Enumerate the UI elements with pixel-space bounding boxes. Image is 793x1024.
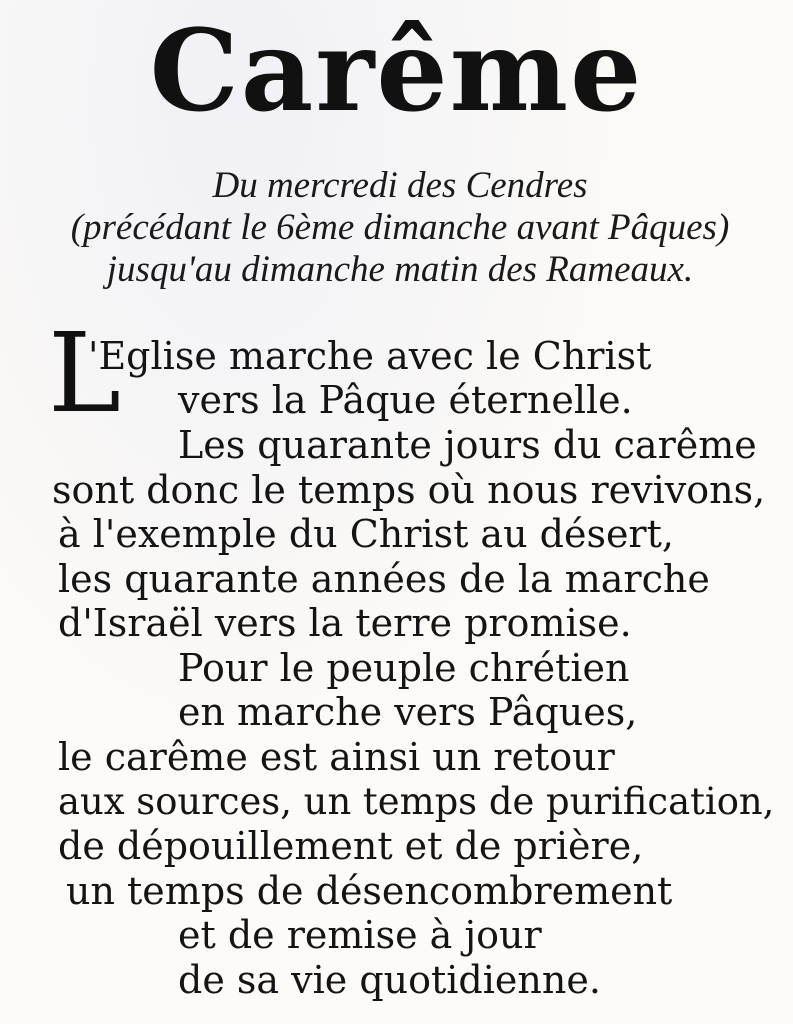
body-line-1: 'Eglise marche avec le Christ xyxy=(88,334,652,378)
body-line-11: aux sources, un temps de purification, xyxy=(58,780,775,823)
page-title: Carême xyxy=(149,6,644,137)
subtitle-line: Du mercredi des Cendres xyxy=(212,165,588,206)
subtitle-line: (précédant le 6ème dimanche avant Pâques) xyxy=(70,207,730,248)
body-line-12: de dépouillement et de prière, xyxy=(58,824,644,868)
subtitle-line: jusqu'au dimanche matin des Rameaux. xyxy=(106,249,694,290)
body-line-14: et de remise à jour xyxy=(178,913,542,957)
body-line-9: en marche vers Pâques, xyxy=(178,690,638,734)
body-line-7: d'Israël vers la terre promise. xyxy=(58,601,632,645)
body-line-13: un temps de désencombrement xyxy=(66,869,673,913)
body-line-8: Pour le peuple chrétien xyxy=(178,646,630,690)
subtitle-block xyxy=(40,165,760,291)
body-line-6: les quarante années de la marche xyxy=(58,557,710,601)
body-line-10: le carême est ainsi un retour xyxy=(58,735,615,779)
drop-cap: L xyxy=(48,309,122,437)
body-line-2: vers la Pâque éternelle. xyxy=(178,378,633,422)
body-line-3: Les quarante jours du carême xyxy=(178,423,757,467)
body-line-4: sont donc le temps où nous revivons, xyxy=(52,468,766,512)
body-line-15: de sa vie quotidienne. xyxy=(178,958,601,1002)
body-line-5: à l'exemple du Christ au désert, xyxy=(58,512,674,556)
